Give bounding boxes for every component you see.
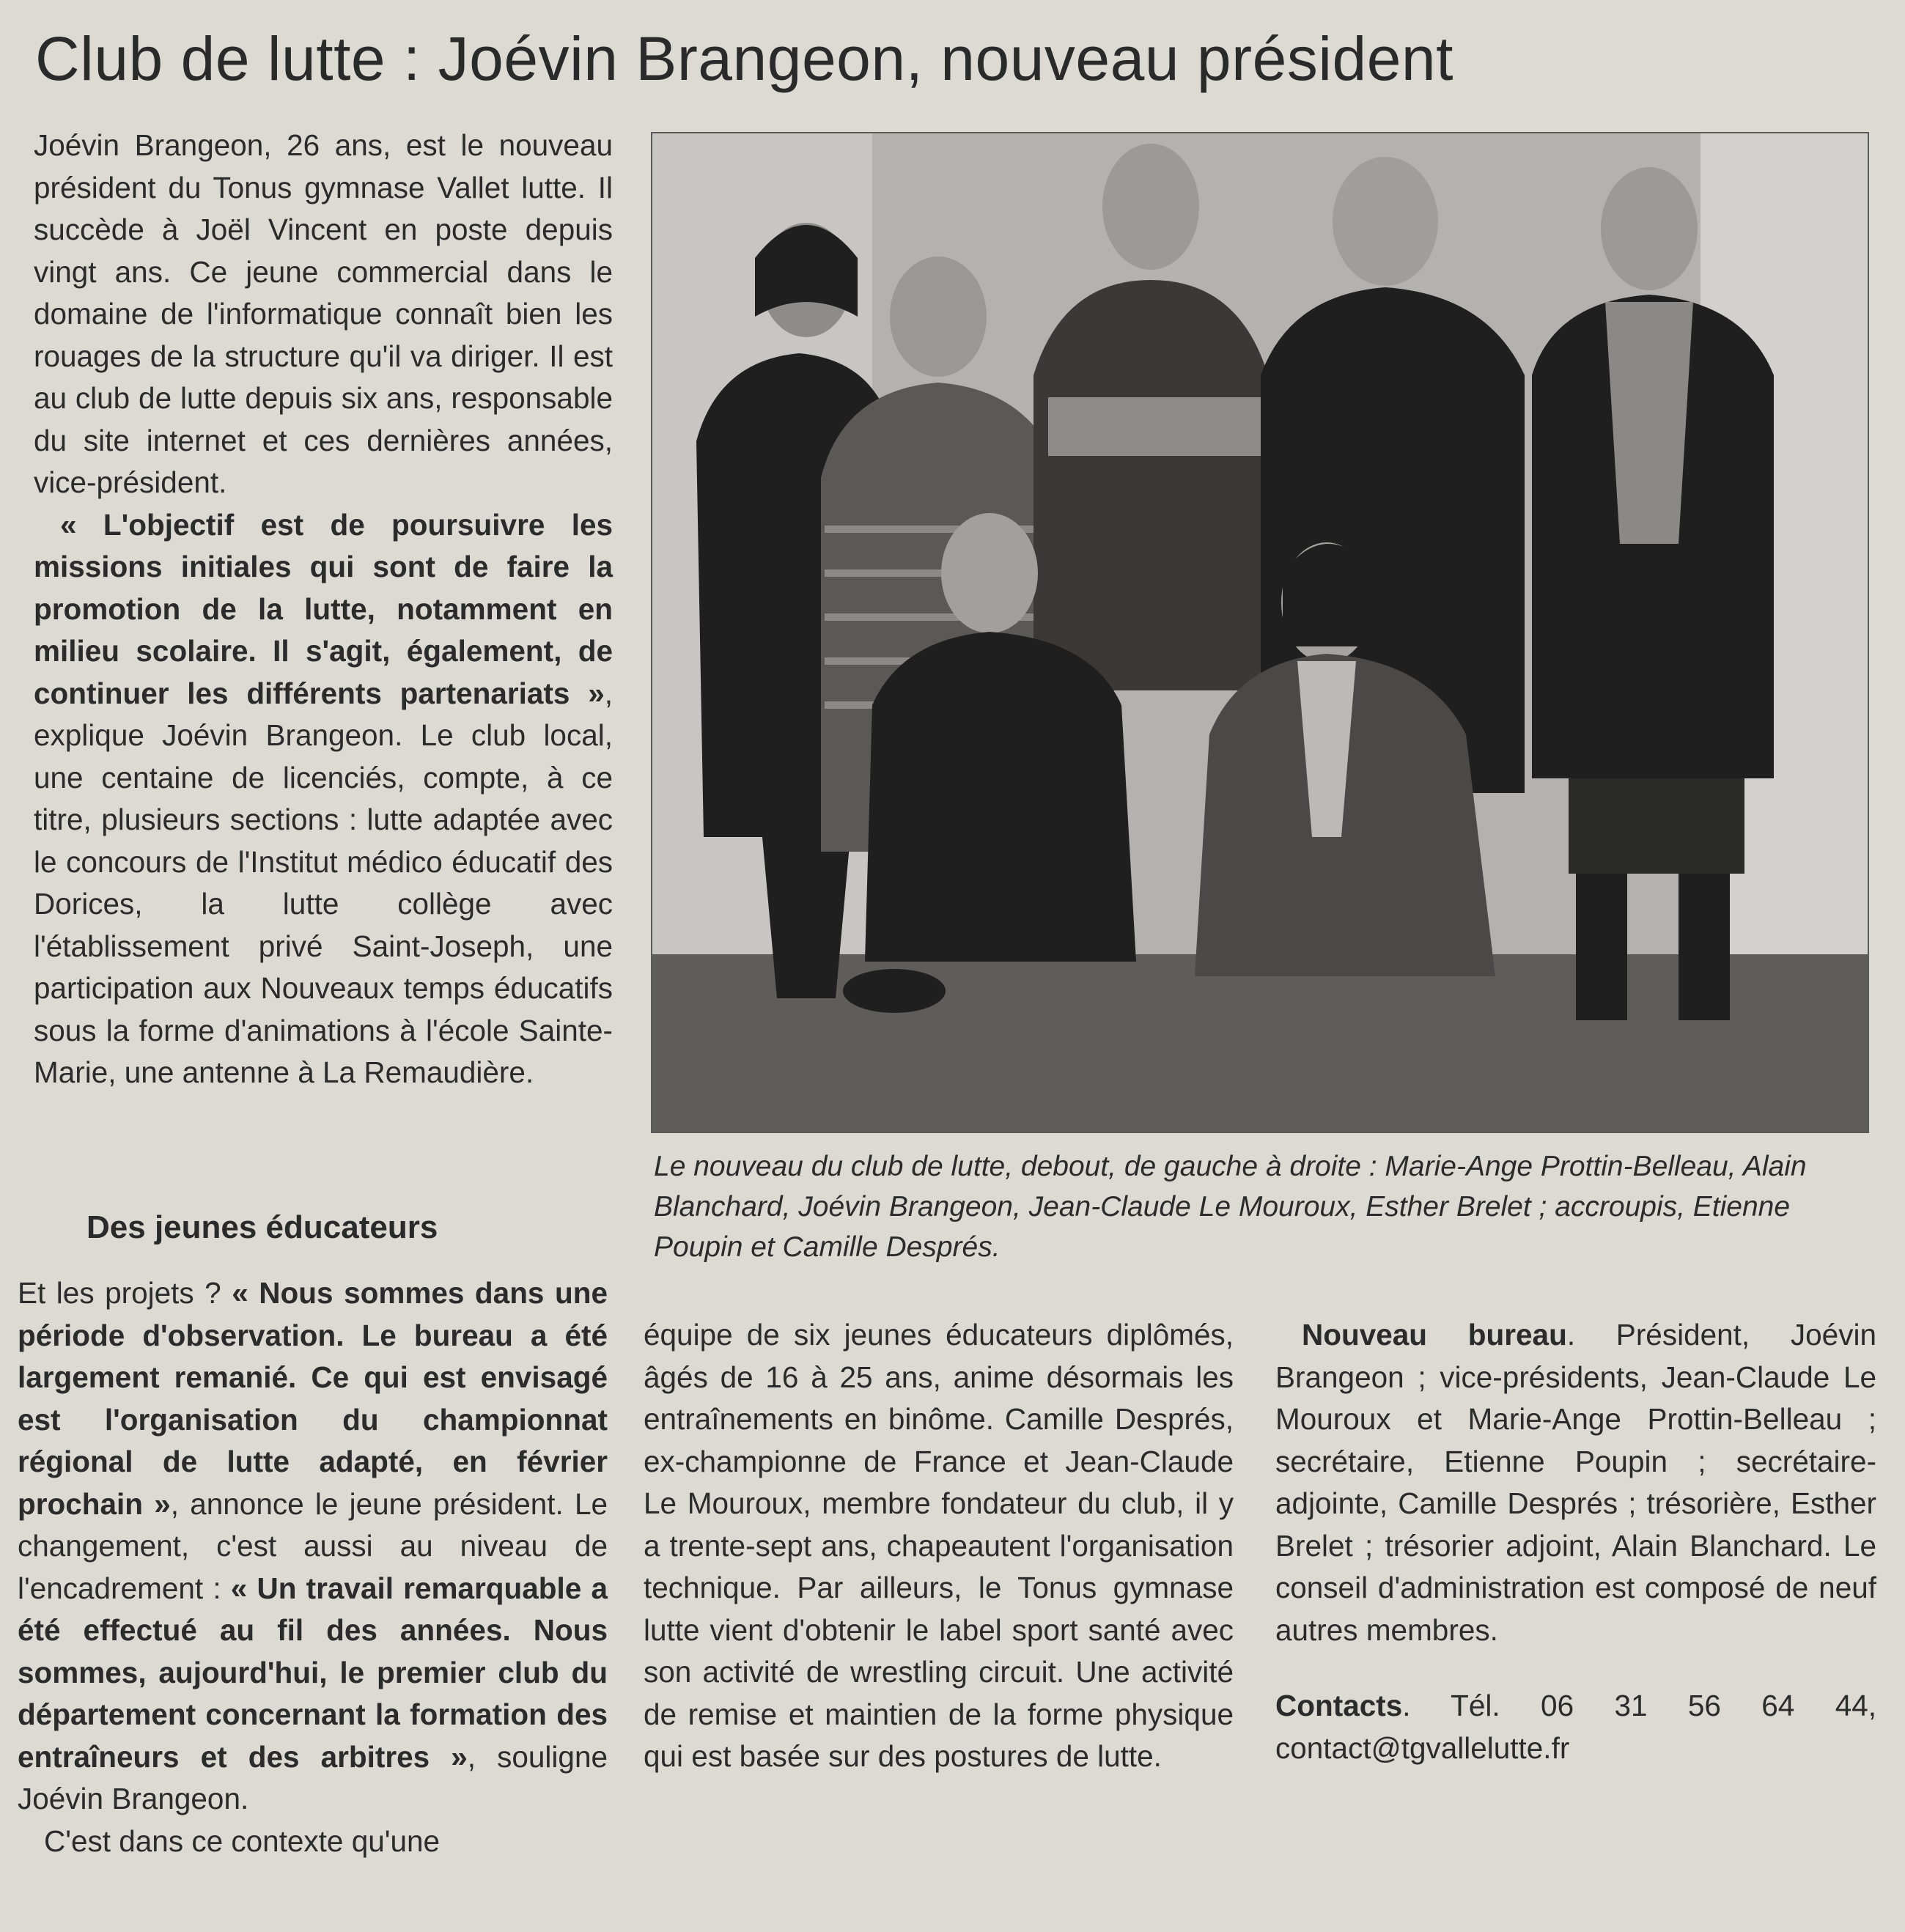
contacts-text: . Tél. 06 31 56 64 44, contact@tgvallelutte.fr (1275, 1689, 1876, 1765)
team-photo (651, 132, 1869, 1133)
photo-caption: Le nouveau du club de lutte, debout, de gauche à droite : Marie-Ange Prottin-Belleau, Alain Blanchard, Joévin Brangeon, Jean-Claude Le Mouroux, Esther Brelet ; accroupis, Etienne Poupin et Camille Després. (654, 1151, 1807, 1263)
column-1 (34, 125, 613, 1094)
projects-quote-2: « Un travail remarquable a été effectué au fil des années. Nous sommes, aujourd'hui, le premier club du département concernant la formation des entraîneurs et des arbitres » (18, 1571, 608, 1774)
contacts-label: Contacts (1275, 1689, 1403, 1722)
bureau-paragraph (1275, 1314, 1876, 1651)
context-paragraph: C'est dans ce contexte qu'une (44, 1824, 441, 1858)
contacts-paragraph (1275, 1685, 1876, 1769)
intro-paragraph: Joévin Brangeon, 26 ans, est le nouveau président du Tonus gymnase Vallet lutte. Il succède à Joël Vincent en poste depuis vingt ans. Ce jeune commercial dans le domaine de l'informatique connaît bien les rouages de la structure qu'il va diriger. Il est au club de lutte depuis six ans, responsable du site internet et ces dernières années, vice-président. (34, 128, 613, 499)
column-1-lower (18, 1272, 608, 1862)
projects-paragraph (18, 1272, 608, 1821)
article-headline: Club de lutte : Joévin Brangeon, nouveau président (35, 24, 1453, 93)
projects-end: , souligne Joévin Brangeon. (18, 1739, 608, 1815)
bureau-label: Nouveau bureau (1302, 1318, 1567, 1352)
team-photo-illustration (652, 133, 1869, 1133)
column-3 (1275, 1314, 1876, 1769)
quote-bold: « L'objectif est de poursuivre les missions initiales qui sont de faire la promotion de la lutte, notamment en milieu scolaire. Il s'agit, également, de continuer les différents partenariats » (34, 507, 613, 710)
column-2 (644, 1314, 1234, 1778)
quote-paragraph (34, 504, 613, 1094)
section-subhead: Des jeunes éducateurs (86, 1209, 438, 1245)
projects-mid: , annonce le jeune président. Le changement, c'est aussi au niveau de l'encadrement : (18, 1486, 608, 1605)
projects-lead: Et les projets ? (18, 1276, 232, 1310)
projects-quote-1: « Nous sommes dans une période d'observation. Le bureau a été largement remanié. Ce qui est envisagé est l'organisation du championnat régional de lutte adapté, en février prochain » (18, 1276, 608, 1521)
bureau-text: . Président, Joévin Brangeon ; vice-présidents, Jean-Claude Le Mouroux et Marie-Ange Prottin-Belleau ; secrétaire, Etienne Poupin ; secrétaire-adjointe, Camille Després ; trésorière, Esther Brelet ; trésorier adjoint, Alain Blanchard. Le conseil d'administration est composé de neuf autres membres. (1275, 1318, 1876, 1647)
educators-paragraph: équipe de six jeunes éducateurs diplômés, âgés de 16 à 25 ans, anime désormais les entraînements en binôme. Camille Després, ex-championne de France et Jean-Claude Le Mouroux, membre fondateur du club, il y a trente-sept ans, chapeautent l'organisation technique. Par ailleurs, le Tonus gymnase lutte vient d'obtenir le label sport santé avec son activité de wrestling circuit. Une activité de remise et maintien de la forme physique qui est basée sur des postures de lutte. (644, 1318, 1234, 1773)
quote-rest: , explique Joévin Brangeon. Le club local, une centaine de licenciés, compte, à ce titre, plusieurs sections : lutte adaptée avec le concours de l'Institut médico éducatif des Dorices, la lutte collège avec l'établissement privé Saint-Joseph, une participation aux Nouveaux temps éducatifs sous la forme d'animations à l'école Sainte-Marie, une antenne à La Remaudière. (34, 676, 613, 1089)
